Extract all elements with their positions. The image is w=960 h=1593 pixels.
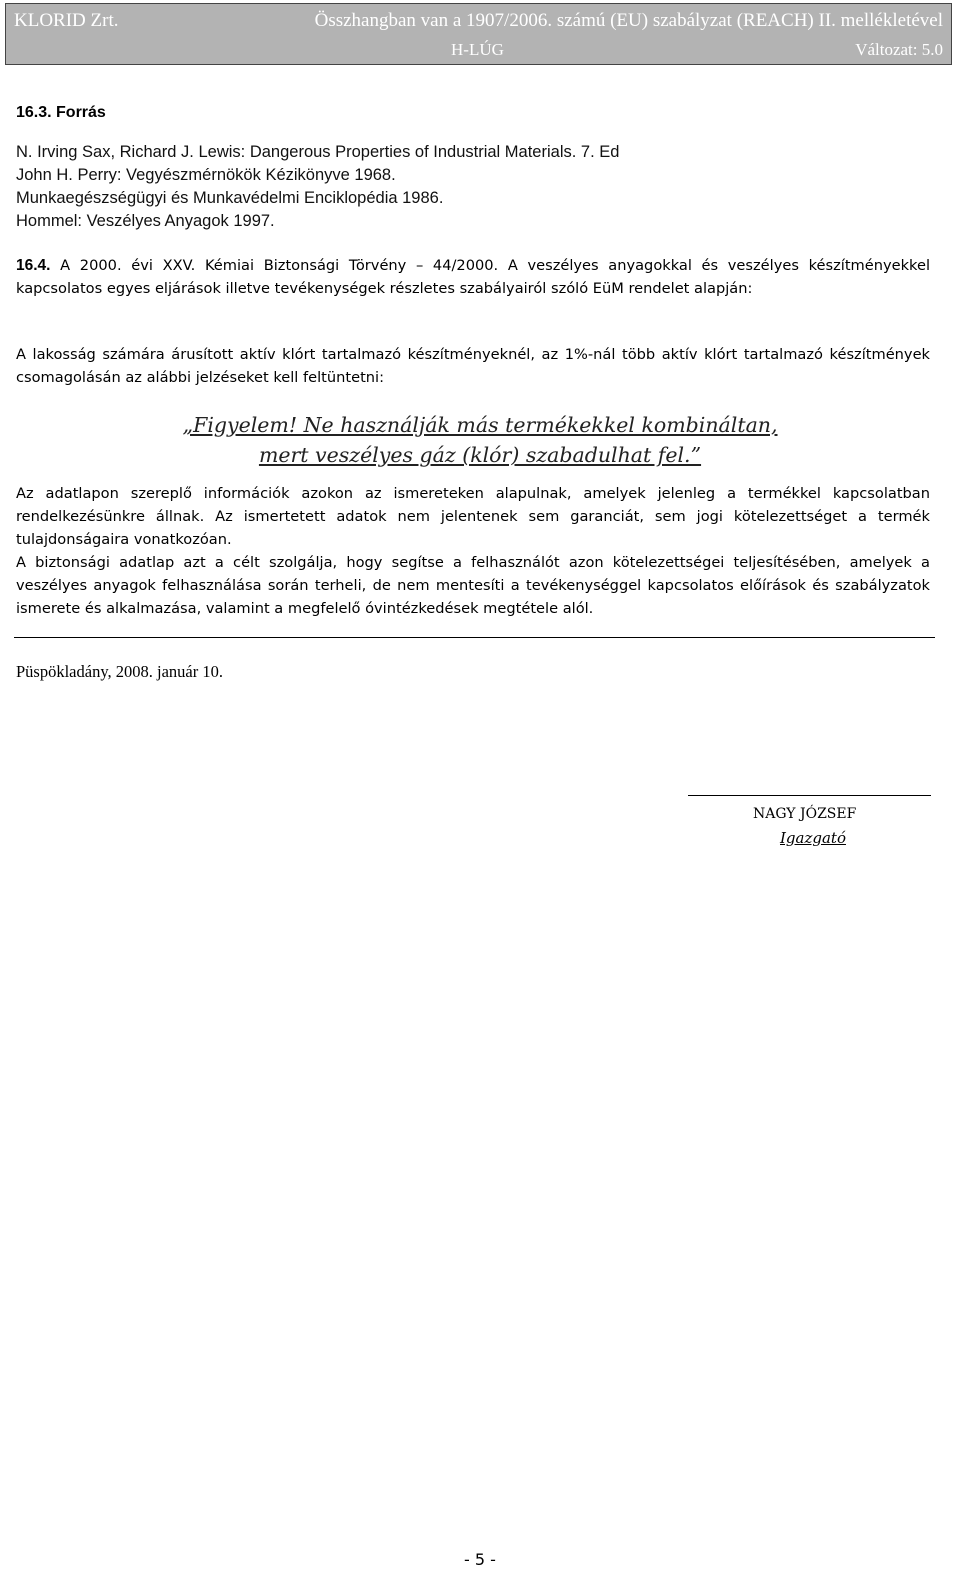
- labeling-requirement: A lakosság számára árusított aktív klórt tartalmazó készítményeknél, az 1%-nál több aktív klórt tartalmazó készítmények csomagolásán az alábbi jelzéseket kell feltüntetni:: [16, 346, 930, 386]
- warning-line-1: „Figyelem! Ne használják más termékekkel kombináltan,: [182, 413, 778, 437]
- regulation-note: Összhangban van a 1907/2006. számú (EU) szabályzat (REACH) II. mellékletével: [314, 10, 943, 31]
- company-name: KLORID Zrt.: [14, 10, 119, 31]
- reference-list: [16, 141, 943, 233]
- signatory-name: NAGY JÓZSEF: [753, 806, 857, 822]
- page-number: - 5 -: [464, 1550, 496, 1569]
- reference-item: N. Irving Sax, Richard J. Lewis: Dangerous Properties of Industrial Materials. 7. Ed: [16, 143, 620, 161]
- section-16-3-heading: 16.3. Forrás: [16, 104, 106, 121]
- document-header: [5, 3, 952, 65]
- signatory-title: Igazgató: [780, 829, 846, 847]
- warning-line-2: mert veszélyes gáz (klór) szabadulhat fel.”: [258, 443, 702, 467]
- reference-item: John H. Perry: Vegyészmérnökök Kézikönyve 1968.: [16, 166, 396, 184]
- section-16-4-text: A 2000. évi XXV. Kémiai Biztonsági Törvény – 44/2000. A veszélyes anyagokkal és veszélyes készítményekkel kapcsolatos egyes eljárások illetve tevékenységek részletes szabályairól szóló EüM rendelet alapján:: [16, 257, 931, 297]
- disclaimer-paragraph-2: A biztonsági adatlap azt a célt szolgálja, hogy segítse a felhasználót azon kötelezettségei teljesítésében, amelyek a veszélyes anyagok felhasználása során terheli, de nem mentesíti a tevékenységgel kapcsolatos előírások és szabályzatok ismerete és alkalmazása, valamint a megfelelő óvintézkedések megtétele alól.: [16, 554, 930, 617]
- header-top-line: [14, 10, 943, 32]
- signature-line: [688, 795, 931, 796]
- warning-label: [0, 410, 960, 470]
- disclaimer-paragraph-1: Az adatlapon szereplő információk azokon az ismereteken alapulnak, amelyek jelenleg a termékkel kapcsolatban rendelkezésünkre állnak. Az ismertetett adatok nem jelentenek sem garanciát, sem jogi kötelezettséget a termék tulajdonságaira vonatkozóan.: [16, 485, 930, 548]
- section-16-4-paragraph: [16, 254, 930, 300]
- place-date: Püspökladány, 2008. január 10.: [16, 662, 223, 681]
- reference-item: Munkaegészségügyi és Munkavédelmi Enciklopédia 1986.: [16, 189, 444, 207]
- section-16-4-number: 16.4.: [16, 257, 51, 274]
- product-name: H-LÚG: [451, 40, 504, 59]
- version-label: Változat: 5.0: [855, 40, 943, 59]
- reference-item: Hommel: Veszélyes Anyagok 1997.: [16, 212, 275, 230]
- horizontal-divider: [14, 637, 935, 638]
